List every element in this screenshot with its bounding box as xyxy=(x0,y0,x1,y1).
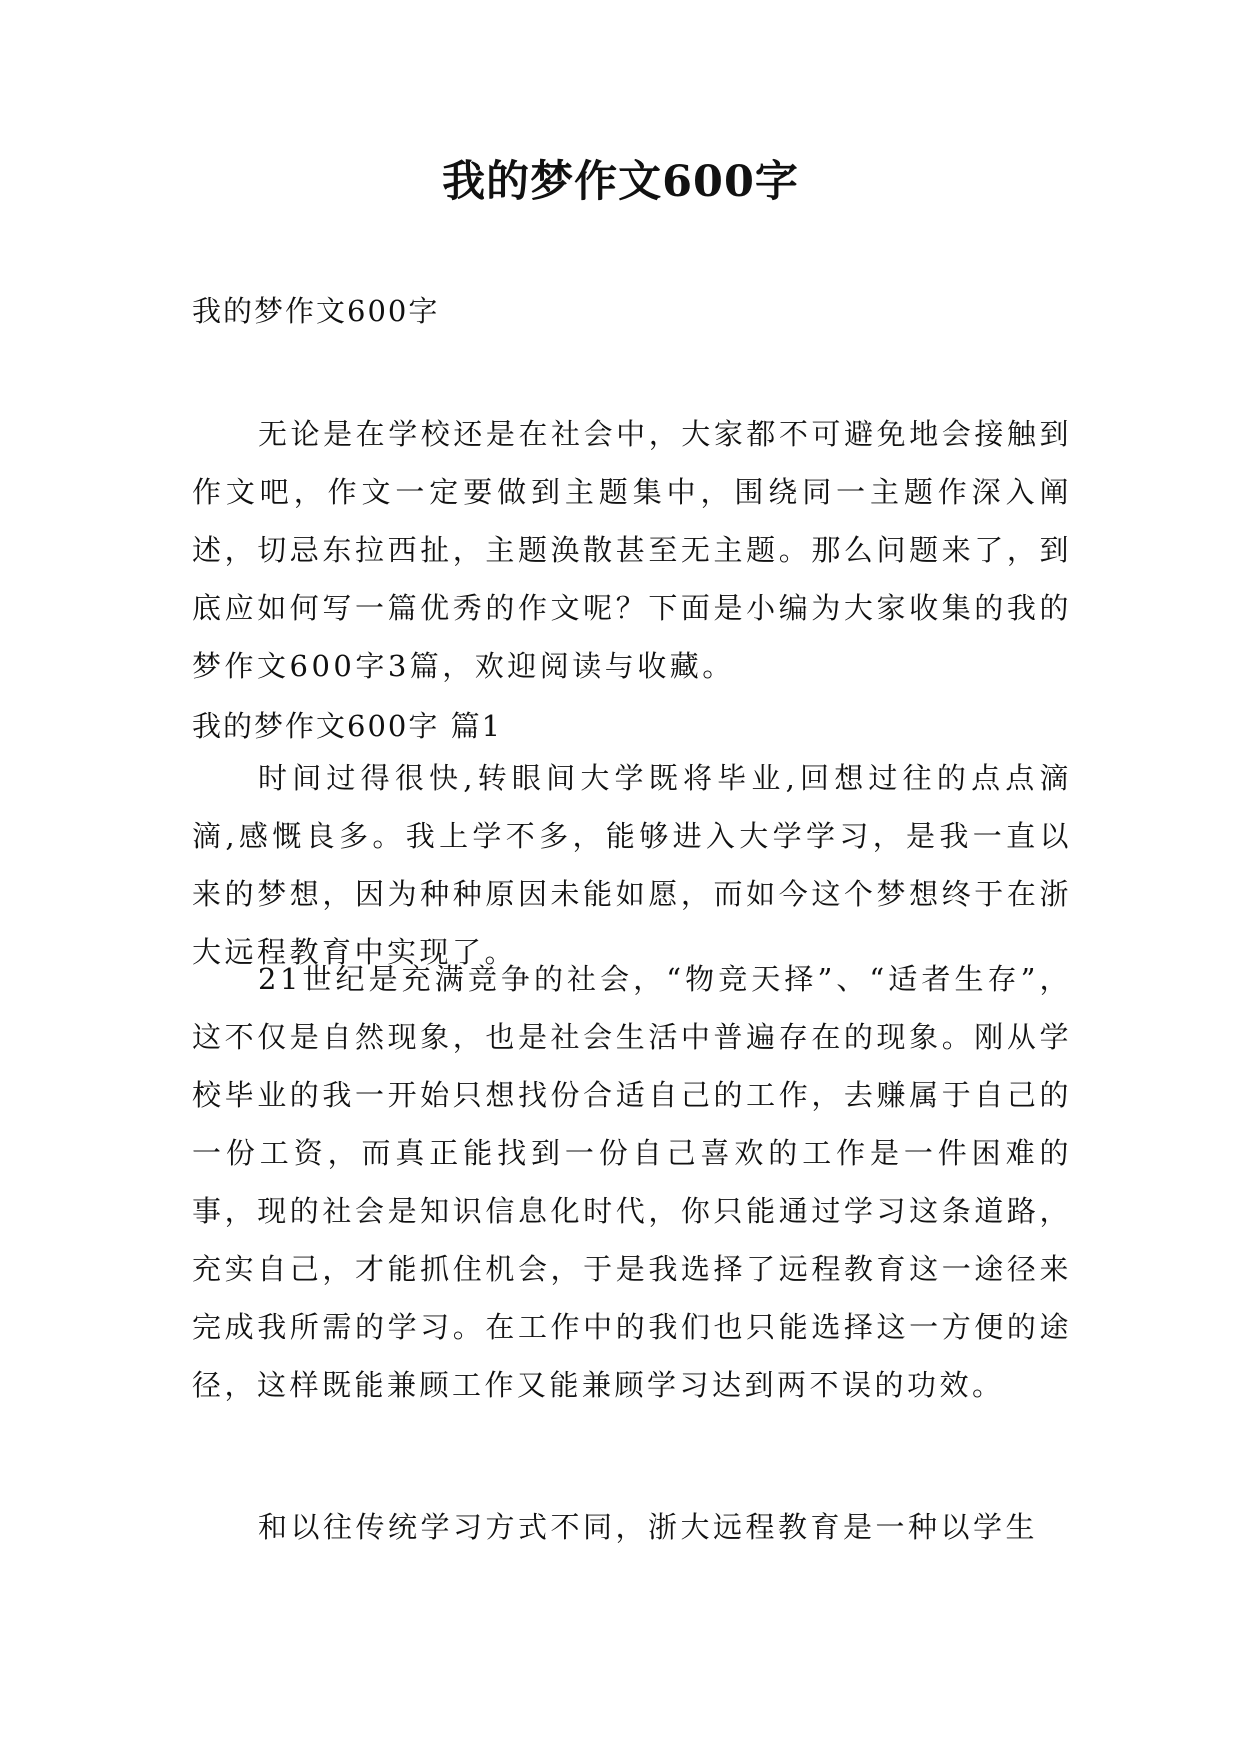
body-paragraph: 21世纪是充满竞争的社会，“物竞天择”、“适者生存”，这不仅是自然现象，也是社会生活中普遍存在的现象。刚从学校毕业的我一开始只想找份合适自己的工作，去赚属于自己的一份工资，而真正能找到一份自己喜欢的工作是一件困难的事，现的社会是知识信息化时代，你只能通过学习这条道路，充实自己，才能抓住机会，于是我选择了远程教育这一途径来完成我所需的学习。在工作中的我们也只能选择这一方便的途径，这样既能兼顾工作又能兼顾学习达到两不误的功效。 xyxy=(192,962,1072,1402)
section-heading: 我的梦作文600字 篇1 xyxy=(192,709,503,743)
document-subtitle: 我的梦作文600字 xyxy=(192,294,440,328)
intro-paragraph: 无论是在学校还是在社会中，大家都不可避免地会接触到作文吧，作文一定要做到主题集中，围绕同一主题作深入阐述，切忌东拉西扯，主题涣散甚至无主题。那么问题来了，到底应如何写一篇优秀的作文呢？下面是小编为大家收集的我的梦作文600字3篇，欢迎阅读与收藏。 xyxy=(192,417,1072,683)
document-title: 我的梦作文600字 xyxy=(442,157,799,207)
body-paragraph: 和以往传统学习方式不同，浙大远程教育是一种以学生 xyxy=(258,1510,1039,1544)
body-paragraph: 时间过得很快,转眼间大学既将毕业,回想过往的点点滴滴,感慨良多。我上学不多，能够进入大学学习，是我一直以来的梦想，因为种种原因未能如愿，而如今这个梦想终于在浙大远程教育中实现了。 xyxy=(192,761,1072,969)
